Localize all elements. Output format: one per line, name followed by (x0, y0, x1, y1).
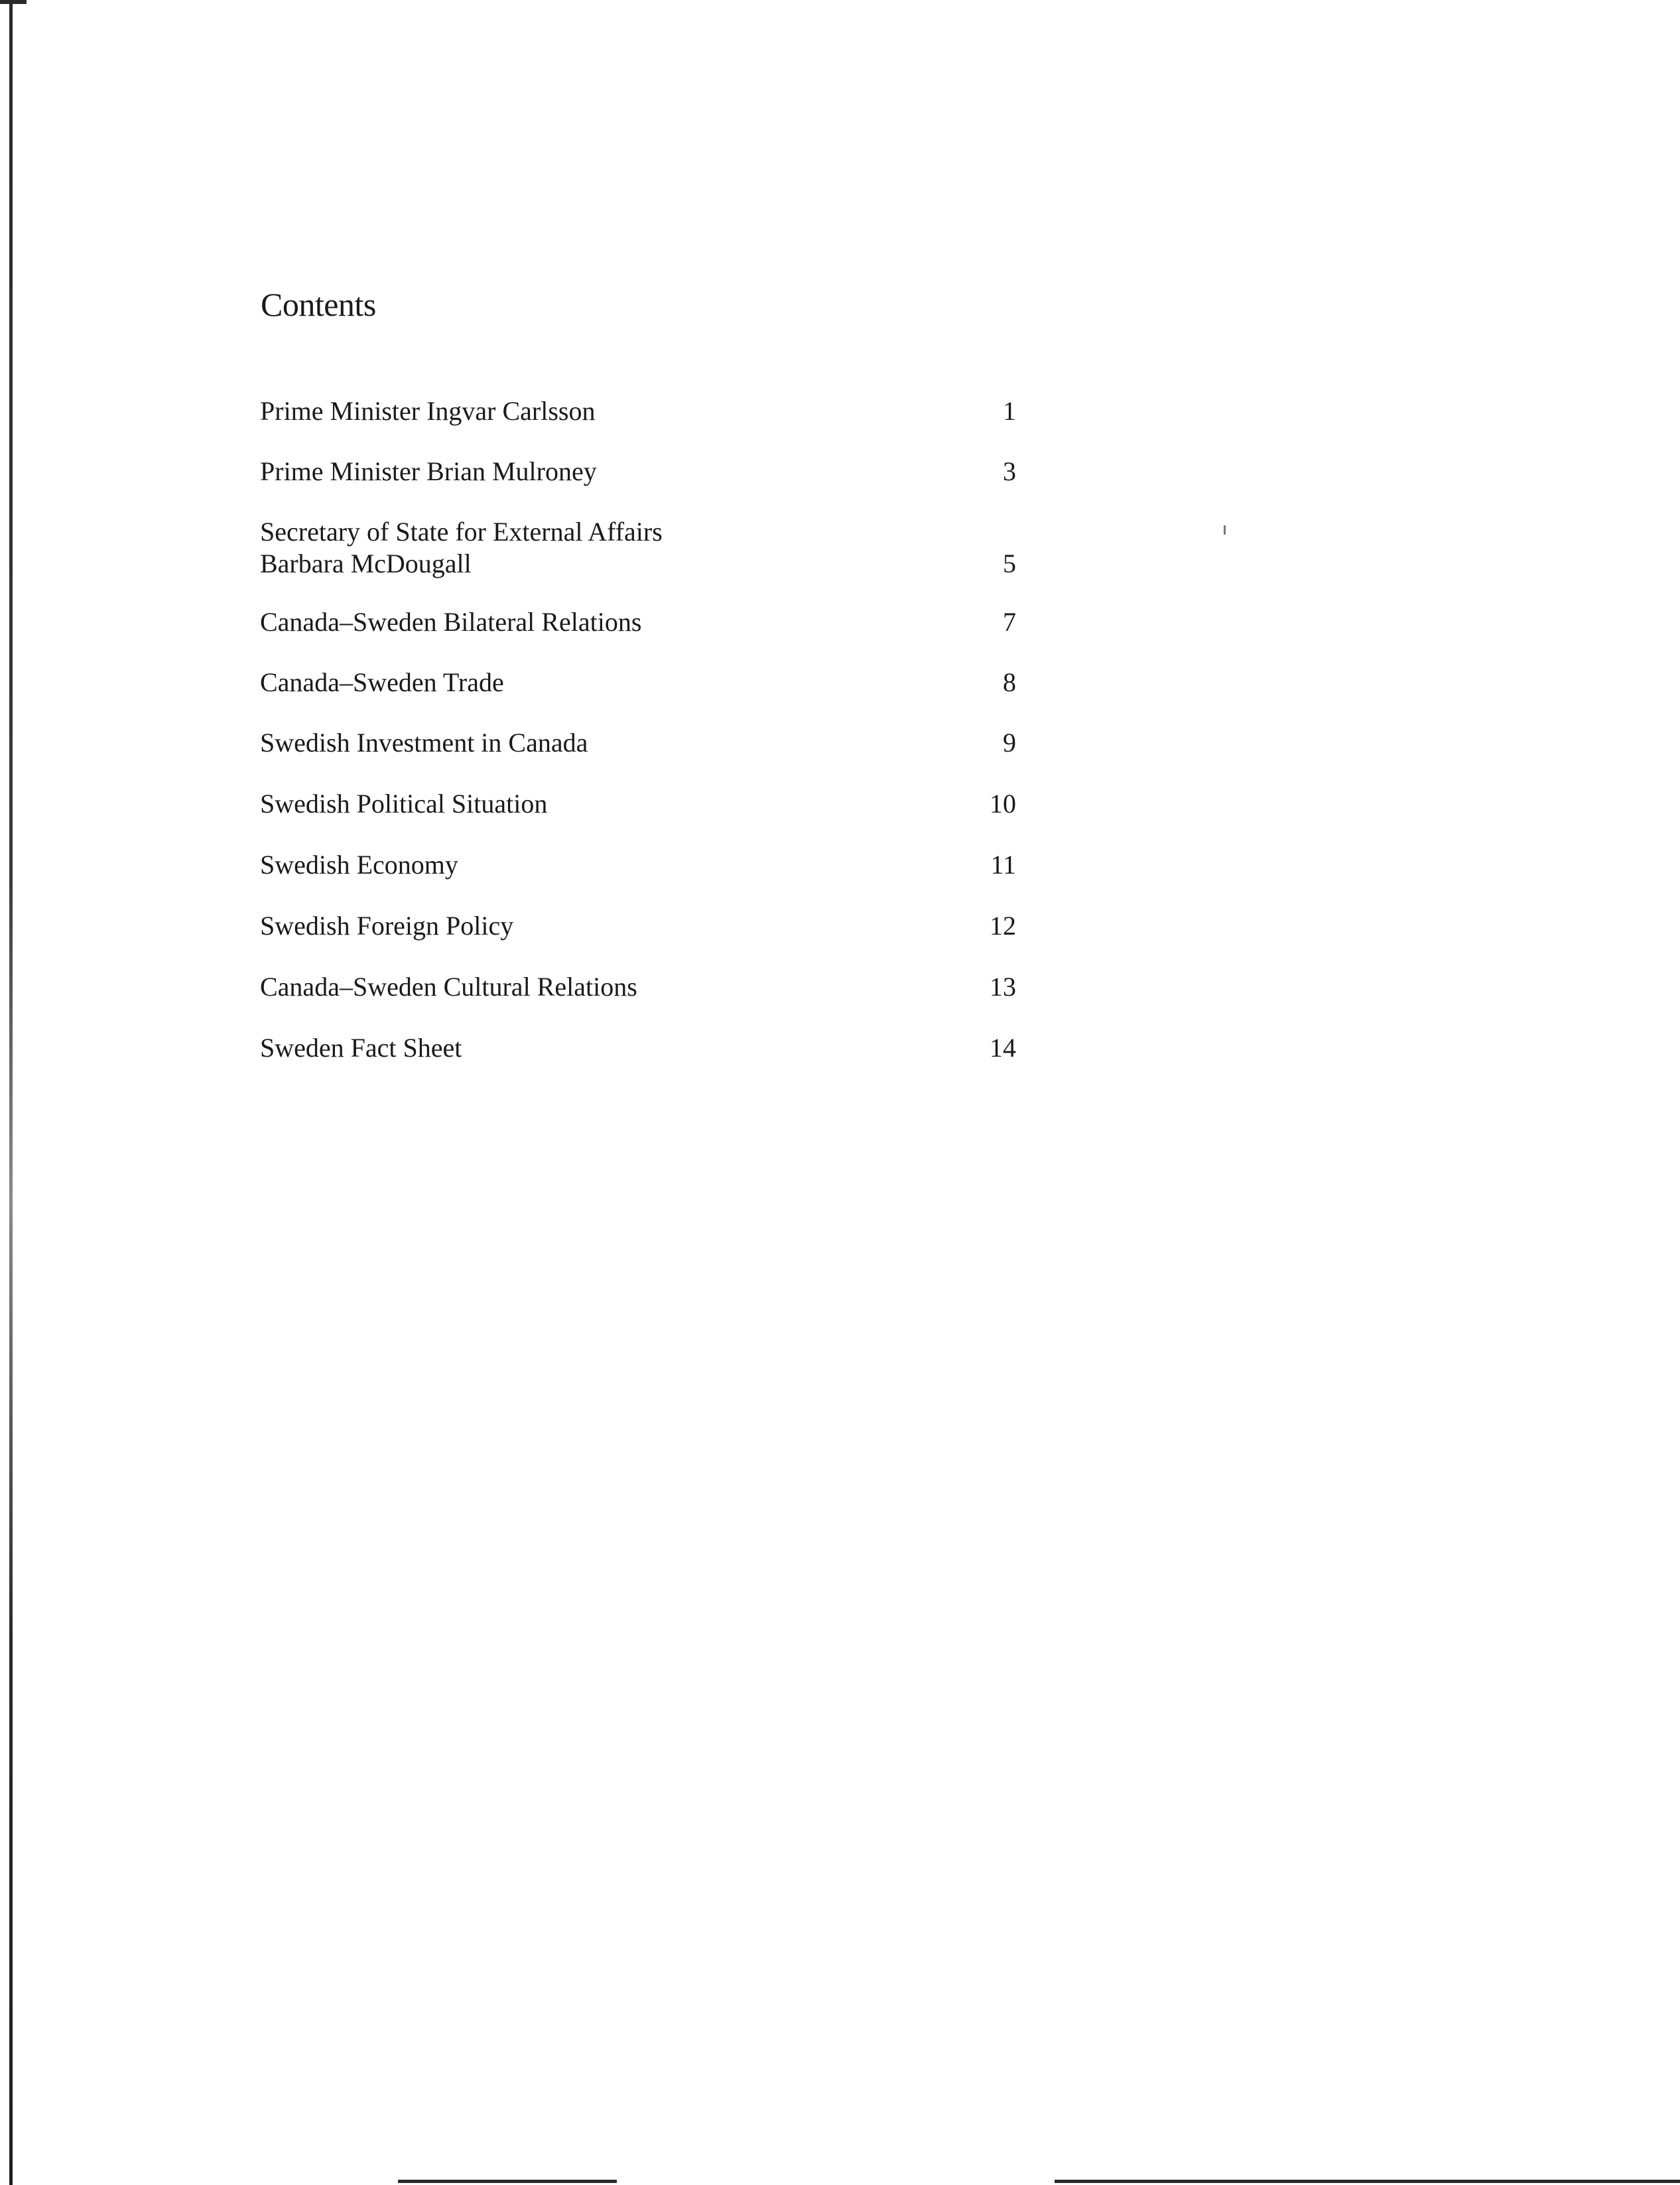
scan-binding-edge (9, 0, 13, 2185)
toc-entry-page: 11 (990, 850, 1016, 880)
toc-entry-label: Swedish Investment in Canada (260, 728, 588, 758)
toc-entry-label: Secretary of State for External Affairs Barbara McDougall (260, 517, 663, 578)
toc-entry-label: Prime Minister Brian Mulroney (260, 456, 597, 486)
toc-entry-page: 12 (990, 911, 1016, 941)
toc-entry-label: Swedish Economy (260, 850, 458, 880)
toc-entry-label: Prime Minister Ingvar Carlsson (260, 396, 596, 426)
toc-entry-label: Canada–Sweden Trade (260, 667, 504, 697)
toc-entry (260, 1032, 1016, 1064)
toc-entry (260, 910, 1016, 942)
toc-entry-label: Swedish Political Situation (260, 789, 548, 819)
toc-entry-page: 14 (990, 1033, 1016, 1063)
toc-entry (260, 971, 1016, 1003)
toc-entry-page: 5 (1003, 549, 1016, 578)
toc-entry-label: Canada–Sweden Cultural Relations (260, 972, 637, 1002)
toc-entry-label: Canada–Sweden Bilateral Relations (260, 607, 642, 637)
toc-entry (260, 395, 1016, 427)
scan-binding-corner (0, 0, 27, 4)
toc-entry-label: Sweden Fact Sheet (260, 1033, 462, 1063)
toc-entry-page: 7 (1003, 607, 1016, 637)
toc-entry-label: Swedish Foreign Policy (260, 911, 514, 941)
scan-bottom-edge-left (398, 2180, 617, 2183)
scan-speck (1224, 525, 1226, 535)
scan-bottom-edge-right (1055, 2180, 1680, 2183)
page-title: Contents (261, 286, 376, 323)
toc-entry (260, 849, 1016, 881)
toc-entry (260, 516, 1016, 580)
toc-entry-page: 13 (990, 972, 1016, 1002)
toc-entry-page: 3 (1003, 456, 1016, 486)
toc-entry-page: 10 (990, 789, 1016, 819)
toc-entry (260, 788, 1016, 820)
toc-entry-page: 1 (1003, 396, 1016, 426)
toc-entry (260, 456, 1016, 488)
toc-entry (260, 606, 1016, 638)
toc-entry-page: 9 (1003, 728, 1016, 758)
toc-entry (260, 667, 1016, 698)
toc-entry-page: 8 (1003, 667, 1016, 697)
toc-entry (260, 727, 1016, 759)
